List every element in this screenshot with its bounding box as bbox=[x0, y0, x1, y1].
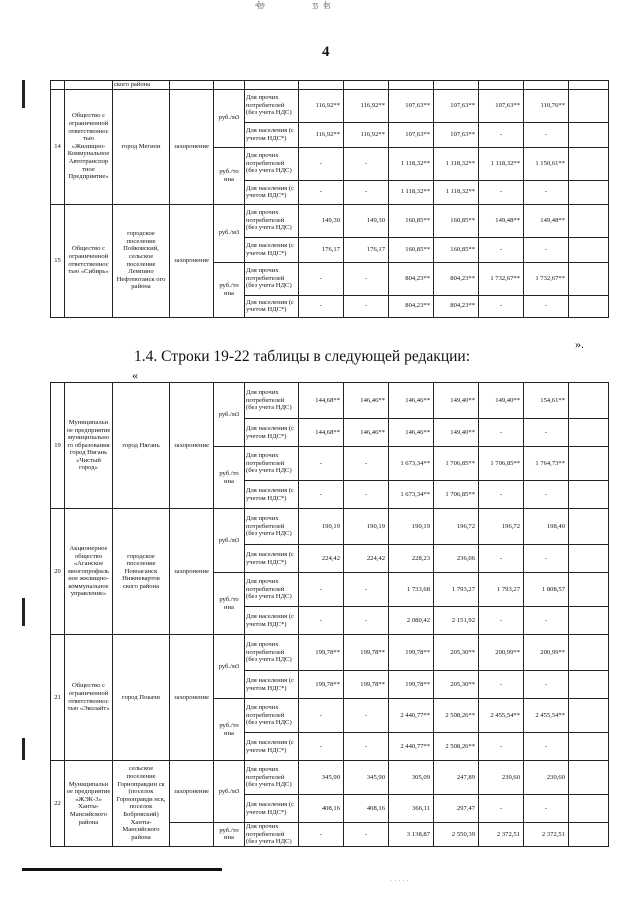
tariff-value: - bbox=[524, 237, 569, 262]
tariff-value: 199,78** bbox=[344, 635, 389, 671]
tariff-value: 154,61** bbox=[524, 383, 569, 419]
tariff-value: - bbox=[299, 607, 344, 635]
consumer-type: Для прочих потребителей (без учета НДС) bbox=[245, 147, 299, 180]
tariff-value: 149,40** bbox=[434, 383, 479, 419]
tariff-value: 1 150,61** bbox=[524, 147, 569, 180]
tariff-value: 116,92** bbox=[299, 89, 344, 122]
organization-cell: Общество с ограниченной ответственнос тью «Жилищно-Коммунальное Автотранспор тное Предприятие» bbox=[65, 89, 113, 204]
unit-cell: руб./то нна bbox=[214, 823, 245, 847]
tariff-value: - bbox=[479, 671, 524, 699]
tariff-value: 1 118,32** bbox=[389, 180, 434, 204]
opening-quote: « bbox=[132, 368, 138, 382]
consumer-type: Для прочих потребителей (без учета НДС) bbox=[245, 573, 299, 607]
tariff-value: 200,99** bbox=[479, 635, 524, 671]
service-cell: захоронение bbox=[170, 635, 214, 761]
tariff-value: 804,23** bbox=[434, 262, 479, 295]
tariff-value: 196,72 bbox=[434, 509, 479, 545]
tariff-value: 149,40** bbox=[479, 383, 524, 419]
closing-quote: ». bbox=[575, 337, 584, 351]
unit-cell: руб./то нна bbox=[214, 147, 245, 204]
row-number: 22 bbox=[51, 761, 65, 847]
tariff-value: 149,30 bbox=[344, 204, 389, 237]
tariff-value: 107,63** bbox=[434, 122, 479, 147]
scan-edge-mark bbox=[22, 738, 25, 760]
tariff-value: - bbox=[344, 262, 389, 295]
unit-cell: руб./м3 bbox=[214, 635, 245, 699]
tariff-value: - bbox=[479, 733, 524, 761]
tariff-value: 2 372,51 bbox=[524, 823, 569, 847]
tariff-value: 160,85** bbox=[434, 204, 479, 237]
tariff-value: 230,60 bbox=[479, 761, 524, 795]
tariff-value: - bbox=[479, 481, 524, 509]
tariff-value: 3 138,87 bbox=[389, 823, 434, 847]
tariff-value: - bbox=[344, 573, 389, 607]
tariff-value: - bbox=[299, 447, 344, 481]
table-row bbox=[51, 204, 609, 237]
tariff-value: 199,78** bbox=[389, 635, 434, 671]
organization-cell: Муниципальн ое предприятие муниципально го образования город Нягань «Чистый город» bbox=[65, 383, 113, 509]
consumer-type: Для населения (с учетом НДС*) bbox=[245, 237, 299, 262]
tariff-value: 1 732,67** bbox=[524, 262, 569, 295]
page-number: 4 bbox=[322, 44, 330, 60]
tariff-value: 107,63** bbox=[389, 89, 434, 122]
tariff-value: 144,68** bbox=[299, 419, 344, 447]
tariff-value: - bbox=[524, 545, 569, 573]
tariff-value: - bbox=[524, 733, 569, 761]
unit-cell: руб./м3 bbox=[214, 383, 245, 447]
tariff-value: 1 733,68 bbox=[389, 573, 434, 607]
tariff-value: 190,19 bbox=[344, 509, 389, 545]
area-cell: городское поселение Пойковский, сельское поселение Лемпино Нефтеюганск ого района bbox=[113, 204, 170, 317]
scan-artifact: · · · · · bbox=[390, 877, 409, 885]
tariff-value: 1 706,85** bbox=[434, 447, 479, 481]
tariff-value: 1 793,27 bbox=[479, 573, 524, 607]
tariff-value: 1 673,34** bbox=[389, 447, 434, 481]
consumer-type: Для прочих потребителей (без учета НДС) bbox=[245, 204, 299, 237]
tariff-value: - bbox=[479, 237, 524, 262]
tariff-value: 199,78** bbox=[299, 671, 344, 699]
tariff-value: 1 118,32** bbox=[434, 147, 479, 180]
tariff-value: 236,06 bbox=[434, 545, 479, 573]
tariff-value: 1 706,85** bbox=[479, 447, 524, 481]
consumer-type: Для прочих потребителей (без учета НДС) bbox=[245, 699, 299, 733]
tariff-value: 199,78** bbox=[344, 671, 389, 699]
tariff-value: - bbox=[344, 481, 389, 509]
tariff-value: 116,92** bbox=[299, 122, 344, 147]
tariff-value: 176,17 bbox=[299, 237, 344, 262]
area-cell: городское поселение Новоаганск Нижневартов ского района bbox=[113, 509, 170, 635]
tariff-value: 2 080,42 bbox=[389, 607, 434, 635]
consumer-type: Для населения (с учетом НДС*) bbox=[245, 795, 299, 823]
tariff-value: - bbox=[524, 481, 569, 509]
tariff-value: 1 732,67** bbox=[479, 262, 524, 295]
consumer-type: Для прочих потребителей (без учета НДС) bbox=[245, 89, 299, 122]
tariff-value: 1 118,32** bbox=[389, 147, 434, 180]
tariff-value: - bbox=[299, 295, 344, 317]
tariff-value: - bbox=[299, 262, 344, 295]
tariff-value: - bbox=[299, 573, 344, 607]
row-number: 15 bbox=[51, 204, 65, 317]
tariff-value: - bbox=[479, 795, 524, 823]
tariff-value: 408,16 bbox=[299, 795, 344, 823]
tariff-value: 2 508,26** bbox=[434, 733, 479, 761]
tariff-value: - bbox=[344, 607, 389, 635]
tariff-value: 247,89 bbox=[434, 761, 479, 795]
consumer-type: Для населения (с учетом НДС*) bbox=[245, 295, 299, 317]
service-cell: захоронение bbox=[170, 509, 214, 635]
tariff-value: 190,19 bbox=[299, 509, 344, 545]
area-cell: город Нягань bbox=[113, 383, 170, 509]
consumer-type: Для населения (с учетом НДС*) bbox=[245, 180, 299, 204]
organization-cell: Муниципальн ое предприятие «ЖЭК-3» Ханты-Мансийского района bbox=[65, 761, 113, 847]
consumer-type: Для населения (с учетом НДС*) bbox=[245, 671, 299, 699]
scan-edge-mark bbox=[22, 868, 222, 871]
consumer-type: Для населения (с учетом НДС*) bbox=[245, 481, 299, 509]
tariff-value: 1 706,85** bbox=[434, 481, 479, 509]
tariff-value: - bbox=[479, 122, 524, 147]
service-cell: захоронение bbox=[170, 383, 214, 509]
scan-edge-mark bbox=[22, 80, 25, 108]
tariff-value: - bbox=[524, 122, 569, 147]
tariff-value: 149,30 bbox=[299, 204, 344, 237]
tariff-value: 804,23** bbox=[389, 262, 434, 295]
area-cell: ского района bbox=[113, 81, 170, 90]
tariff-value: 2 372,51 bbox=[479, 823, 524, 847]
unit-cell: руб./м3 bbox=[214, 89, 245, 147]
consumer-type: Для прочих потребителей (без учета НДС) bbox=[245, 383, 299, 419]
tariff-value: 205,30** bbox=[434, 671, 479, 699]
tariff-table-top bbox=[50, 80, 609, 318]
tariff-value: - bbox=[299, 699, 344, 733]
tariff-value: 107,63** bbox=[479, 89, 524, 122]
organization-cell: Общество с ограниченной ответственнос тью «Эколайт» bbox=[65, 635, 113, 761]
tariff-value: 1 764,73** bbox=[524, 447, 569, 481]
tariff-value: - bbox=[479, 545, 524, 573]
tariff-value: 198,40 bbox=[524, 509, 569, 545]
consumer-type: Для населения (с учетом НДС*) bbox=[245, 419, 299, 447]
tariff-value: 116,92** bbox=[344, 89, 389, 122]
tariff-value: 1 793,27 bbox=[434, 573, 479, 607]
section-heading: 1.4. Строки 19-22 таблицы в следующей редакции: bbox=[134, 348, 471, 365]
tariff-value: 146,46** bbox=[389, 419, 434, 447]
tariff-value: - bbox=[524, 180, 569, 204]
tariff-value: 2 508,26** bbox=[434, 699, 479, 733]
tariff-value: 200,99** bbox=[524, 635, 569, 671]
tariff-value: 199,78** bbox=[389, 671, 434, 699]
tariff-value: 305,09 bbox=[389, 761, 434, 795]
tariff-value: - bbox=[524, 419, 569, 447]
tariff-value: - bbox=[524, 795, 569, 823]
consumer-type: Для прочих потребителей (без учета НДС) bbox=[245, 761, 299, 795]
tariff-value: 2 440,77** bbox=[389, 733, 434, 761]
table-row bbox=[51, 509, 609, 545]
tariff-value: 2 455,54** bbox=[524, 699, 569, 733]
tariff-value: 804,23** bbox=[389, 295, 434, 317]
area-cell: сельское поселение Горноправдин ск (поселок Горноправди нск, поселок Бобровский) Ханты-Мансийского района bbox=[113, 761, 170, 847]
tariff-value: - bbox=[344, 823, 389, 847]
tariff-value: - bbox=[479, 607, 524, 635]
tariff-value: 146,46** bbox=[344, 419, 389, 447]
unit-cell: руб./м3 bbox=[214, 761, 245, 823]
tariff-value: - bbox=[524, 671, 569, 699]
service-cell: захоронение bbox=[170, 204, 214, 317]
area-cell: город Покачи bbox=[113, 635, 170, 761]
tariff-value: - bbox=[479, 180, 524, 204]
consumer-type: Для прочих потребителей (без учета НДС) bbox=[245, 635, 299, 671]
table-row bbox=[51, 635, 609, 671]
tariff-value: 2 550,39 bbox=[434, 823, 479, 847]
tariff-value: 149,48** bbox=[524, 204, 569, 237]
tariff-value: 1 118,32** bbox=[479, 147, 524, 180]
service-cell: захоронение bbox=[170, 761, 214, 823]
scan-edge-mark bbox=[22, 598, 25, 626]
tariff-value: 2 440,77** bbox=[389, 699, 434, 733]
scan-artifact: ⸗ɸ᷊ʒ⸗ᷓᷰ bbox=[255, 0, 277, 9]
organization-cell: Общество с ограниченной ответственнос тью «Сибирь» bbox=[65, 204, 113, 317]
tariff-value: - bbox=[299, 481, 344, 509]
row-number: 20 bbox=[51, 509, 65, 635]
tariff-table-rows-19-22 bbox=[50, 382, 609, 847]
tariff-value: 190,19 bbox=[389, 509, 434, 545]
tariff-value: 345,90 bbox=[299, 761, 344, 795]
tariff-value: - bbox=[299, 733, 344, 761]
tariff-value: 297,47 bbox=[434, 795, 479, 823]
unit-cell: руб./то нна bbox=[214, 573, 245, 635]
tariff-value: 146,46** bbox=[344, 383, 389, 419]
tariff-value: 160,85** bbox=[389, 237, 434, 262]
tariff-value: 230,60 bbox=[524, 761, 569, 795]
service-cell: захоронение bbox=[170, 89, 214, 204]
consumer-type: Для населения (с учетом НДС*) bbox=[245, 733, 299, 761]
unit-cell: руб./то нна bbox=[214, 447, 245, 509]
tariff-value: 176,17 bbox=[344, 237, 389, 262]
tariff-value: 199,78** bbox=[299, 635, 344, 671]
tariff-value: - bbox=[524, 295, 569, 317]
table-row-fragment bbox=[51, 81, 609, 90]
unit-cell: руб./м3 bbox=[214, 204, 245, 262]
table-row bbox=[51, 383, 609, 419]
tariff-value: 107,63** bbox=[434, 89, 479, 122]
tariff-value: 144,68** bbox=[299, 383, 344, 419]
tariff-value: - bbox=[299, 180, 344, 204]
tariff-value: 224,42 bbox=[299, 545, 344, 573]
consumer-type: Для прочих потребителей (без учета НДС) bbox=[245, 262, 299, 295]
table-row bbox=[51, 89, 609, 122]
tariff-value: - bbox=[299, 147, 344, 180]
tariff-value: - bbox=[479, 295, 524, 317]
tariff-value: 149,40** bbox=[434, 419, 479, 447]
tariff-value: - bbox=[344, 733, 389, 761]
tariff-value: 160,85** bbox=[389, 204, 434, 237]
consumer-type: Для прочих потребителей (без учета НДС) bbox=[245, 823, 299, 847]
area-cell: город Мегион bbox=[113, 89, 170, 204]
tariff-value: 160,85** bbox=[434, 237, 479, 262]
tariff-value: 205,30** bbox=[434, 635, 479, 671]
tariff-value: 196,72 bbox=[479, 509, 524, 545]
tariff-value: - bbox=[344, 295, 389, 317]
tariff-value: - bbox=[344, 147, 389, 180]
row-number: 19 bbox=[51, 383, 65, 509]
tariff-value: - bbox=[479, 419, 524, 447]
tariff-value: 149,48** bbox=[479, 204, 524, 237]
consumer-type: Для населения (с учетом НДС*) bbox=[245, 122, 299, 147]
row-number: 21 bbox=[51, 635, 65, 761]
tariff-value: 146,46** bbox=[389, 383, 434, 419]
tariff-value: - bbox=[344, 447, 389, 481]
row-number: 14 bbox=[51, 89, 65, 204]
tariff-value: 1 808,57 bbox=[524, 573, 569, 607]
tariff-value: 345,90 bbox=[344, 761, 389, 795]
tariff-value: 110,76** bbox=[524, 89, 569, 122]
unit-cell: руб./м3 bbox=[214, 509, 245, 573]
tariff-value: 224,42 bbox=[344, 545, 389, 573]
tariff-value: 408,16 bbox=[344, 795, 389, 823]
tariff-value: 107,63** bbox=[389, 122, 434, 147]
tariff-value: 228,23 bbox=[389, 545, 434, 573]
organization-cell: Акционерное общество «Аганское многопрофиль ное жилищно-коммунальное управление» bbox=[65, 509, 113, 635]
consumer-type: Для прочих потребителей (без учета НДС) bbox=[245, 447, 299, 481]
tariff-value: 2 151,92 bbox=[434, 607, 479, 635]
tariff-value: 804,23** bbox=[434, 295, 479, 317]
tariff-value: 1 118,32** bbox=[434, 180, 479, 204]
consumer-type: Для прочих потребителей (без учета НДС) bbox=[245, 509, 299, 545]
unit-cell: руб./то нна bbox=[214, 262, 245, 317]
tariff-value: 1 673,34** bbox=[389, 481, 434, 509]
scan-artifact: ʒʒᷢɸʒ bbox=[312, 0, 330, 9]
tariff-value: - bbox=[524, 607, 569, 635]
tariff-value: - bbox=[344, 699, 389, 733]
tariff-value: - bbox=[299, 823, 344, 847]
table-row bbox=[51, 761, 609, 795]
consumer-type: Для населения (с учетом НДС*) bbox=[245, 607, 299, 635]
tariff-value: 2 455,54** bbox=[479, 699, 524, 733]
consumer-type: Для населения (с учетом НДС*) bbox=[245, 545, 299, 573]
tariff-value: 116,92** bbox=[344, 122, 389, 147]
tariff-value: - bbox=[344, 180, 389, 204]
tariff-value: 366,11 bbox=[389, 795, 434, 823]
unit-cell: руб./то нна bbox=[214, 699, 245, 761]
